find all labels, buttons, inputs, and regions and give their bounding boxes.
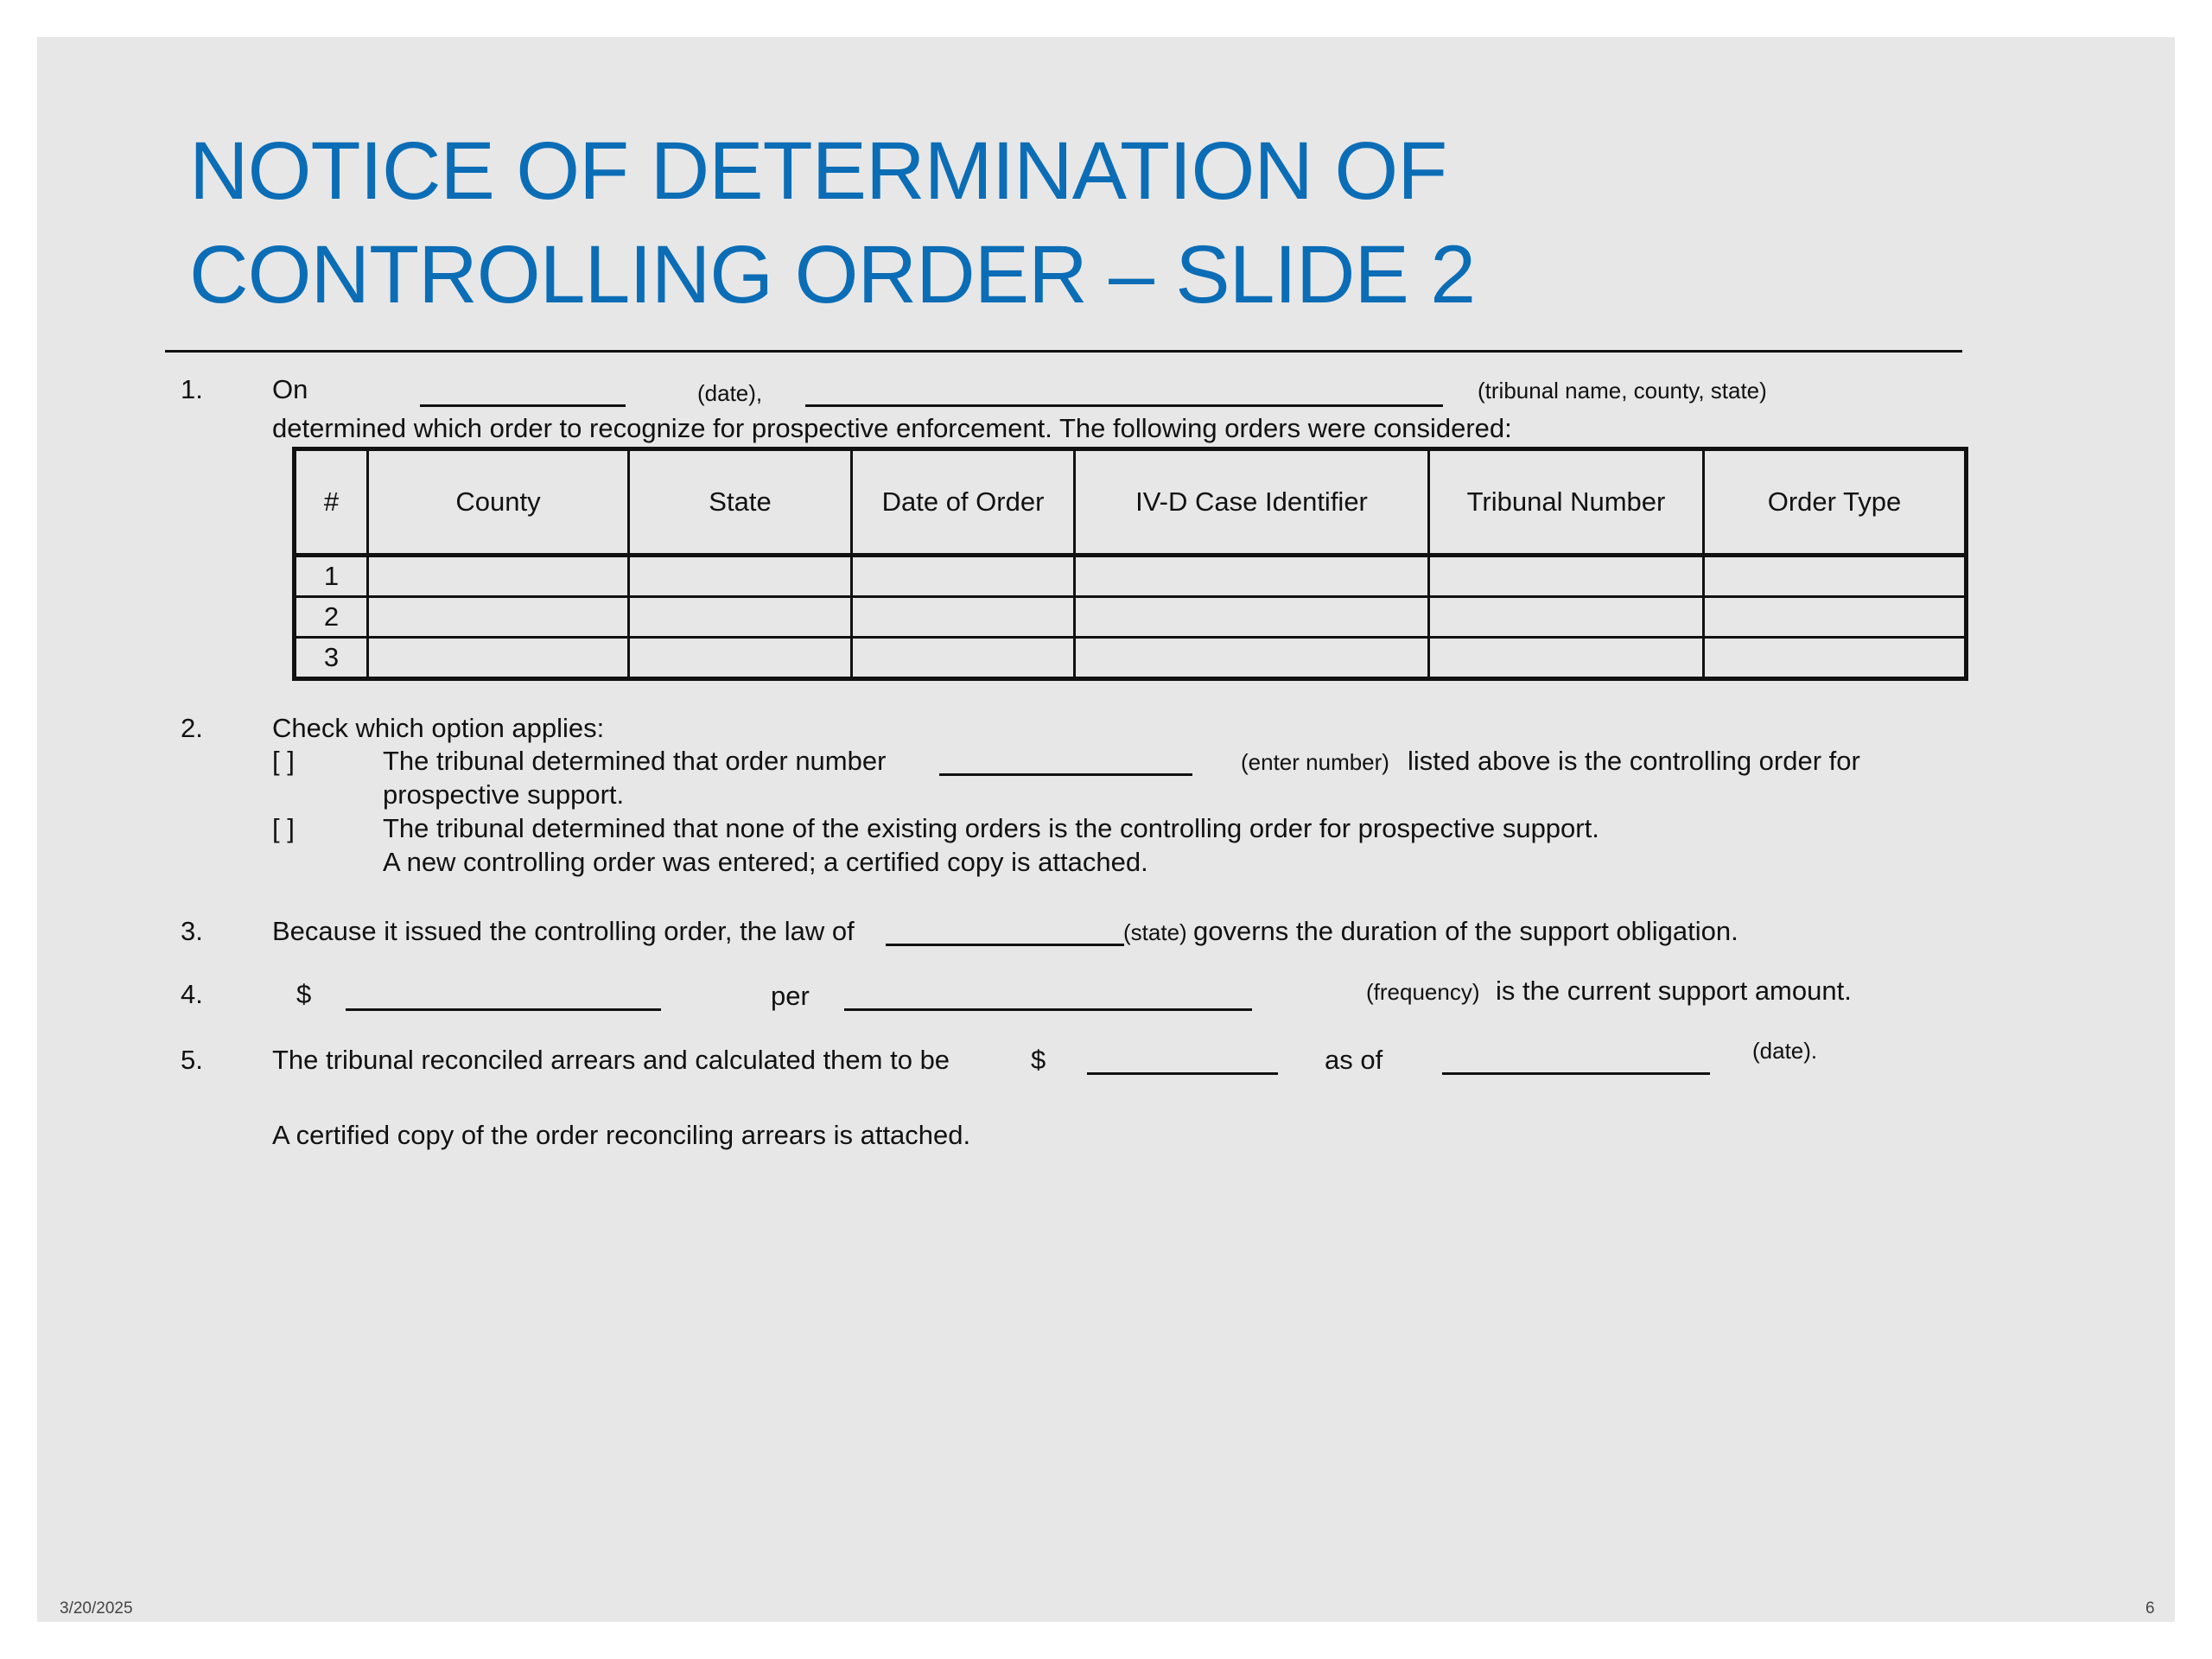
order-number-blank[interactable] [939, 773, 1192, 776]
table-header-row [295, 449, 1967, 556]
item-4-text: is the current support amount. [1496, 976, 1852, 1006]
table-cell[interactable] [368, 638, 629, 679]
arrears-date-blank[interactable] [1442, 1072, 1710, 1075]
item-3-text-b: governs the duration of the support obligation. [1193, 916, 1738, 946]
table-row [295, 556, 1967, 597]
column-header: County [368, 449, 629, 556]
item-1-on-label: On [272, 374, 308, 404]
table-cell[interactable] [1075, 638, 1429, 679]
option-1-checkbox[interactable]: [ ] [272, 746, 295, 776]
table-cell[interactable] [1704, 597, 1967, 638]
item-2-number: 2. [181, 713, 203, 743]
item-1-number: 1. [181, 374, 203, 404]
support-amount-blank[interactable] [346, 1008, 661, 1011]
table-cell[interactable] [1429, 556, 1704, 597]
table-cell[interactable] [368, 556, 629, 597]
option-2-checkbox[interactable]: [ ] [272, 813, 295, 843]
title-line-2: CONTROLLING ORDER – SLIDE 2 [189, 229, 1476, 321]
item-3-text-a: Because it issued the controlling order, the law of [272, 916, 855, 946]
item-1-text: determined which order to recognize for prospective enforcement. The following orders were considered: [272, 413, 1512, 443]
table-row [295, 638, 1967, 679]
option-2-text-b: A new controlling order was entered; a certified copy is attached. [383, 847, 1148, 877]
item-1-tribunal-blank[interactable] [805, 404, 1443, 407]
item-5-number: 5. [181, 1045, 203, 1075]
arrears-amount-blank[interactable] [1087, 1072, 1278, 1075]
row-number-cell: 1 [295, 556, 368, 597]
option-1-hint: (enter number) [1241, 749, 1389, 775]
state-blank[interactable] [886, 944, 1124, 946]
column-header: Tribunal Number [1429, 449, 1704, 556]
item-3-hint: (state) [1123, 919, 1187, 945]
orders-table [292, 447, 1968, 681]
column-header: Order Type [1704, 449, 1967, 556]
title-line-1: NOTICE OF DETERMINATION OF [189, 125, 1447, 217]
item-4-number: 4. [181, 979, 203, 1009]
item-5-hint: (date). [1752, 1038, 1818, 1064]
item-4-hint: (frequency) [1366, 979, 1480, 1005]
option-1-text-c: prospective support. [383, 779, 625, 810]
row-number-cell: 3 [295, 638, 368, 679]
column-header: Date of Order [852, 449, 1075, 556]
table-row [295, 597, 1967, 638]
table-cell[interactable] [1704, 556, 1967, 597]
table-cell[interactable] [1429, 597, 1704, 638]
item-5-dollar: $ [1031, 1045, 1046, 1075]
item-1-date-blank[interactable] [420, 404, 626, 407]
item-3-number: 3. [181, 916, 203, 946]
footer-date: 3/20/2025 [60, 1599, 133, 1618]
item-5-as-of: as of [1325, 1045, 1383, 1075]
table-cell[interactable] [368, 597, 629, 638]
table-cell[interactable] [629, 597, 852, 638]
column-header: # [295, 449, 368, 556]
item-1-tribunal-hint: (tribunal name, county, state) [1478, 378, 1767, 404]
title-divider [165, 350, 1962, 353]
item-5-text: The tribunal reconciled arrears and calculated them to be [272, 1045, 950, 1075]
column-header: State [629, 449, 852, 556]
table-cell[interactable] [1704, 638, 1967, 679]
table-cell[interactable] [629, 556, 852, 597]
slide [37, 37, 2175, 1622]
item-1-date-hint: (date), [697, 380, 763, 406]
option-2-text-a: The tribunal determined that none of the existing orders is the controlling order for prospective support. [383, 813, 1599, 843]
table-cell[interactable] [852, 597, 1075, 638]
table-cell[interactable] [852, 638, 1075, 679]
row-number-cell: 2 [295, 597, 368, 638]
item-5-note: A certified copy of the order reconciling arrears is attached. [272, 1120, 971, 1150]
option-1-text-a: The tribunal determined that order number [383, 746, 887, 776]
table-cell[interactable] [629, 638, 852, 679]
table-cell[interactable] [1429, 638, 1704, 679]
option-1-text-b: listed above is the controlling order for [1408, 746, 1860, 776]
page-title [189, 119, 1831, 327]
table-cell[interactable] [1075, 556, 1429, 597]
item-2-intro: Check which option applies: [272, 713, 605, 743]
table-cell[interactable] [852, 556, 1075, 597]
page-number: 6 [2145, 1599, 2155, 1618]
frequency-blank[interactable] [844, 1008, 1252, 1011]
column-header: IV-D Case Identifier [1075, 449, 1429, 556]
table-cell[interactable] [1075, 597, 1429, 638]
item-4-dollar: $ [296, 979, 312, 1009]
item-4-per: per [771, 981, 810, 1011]
